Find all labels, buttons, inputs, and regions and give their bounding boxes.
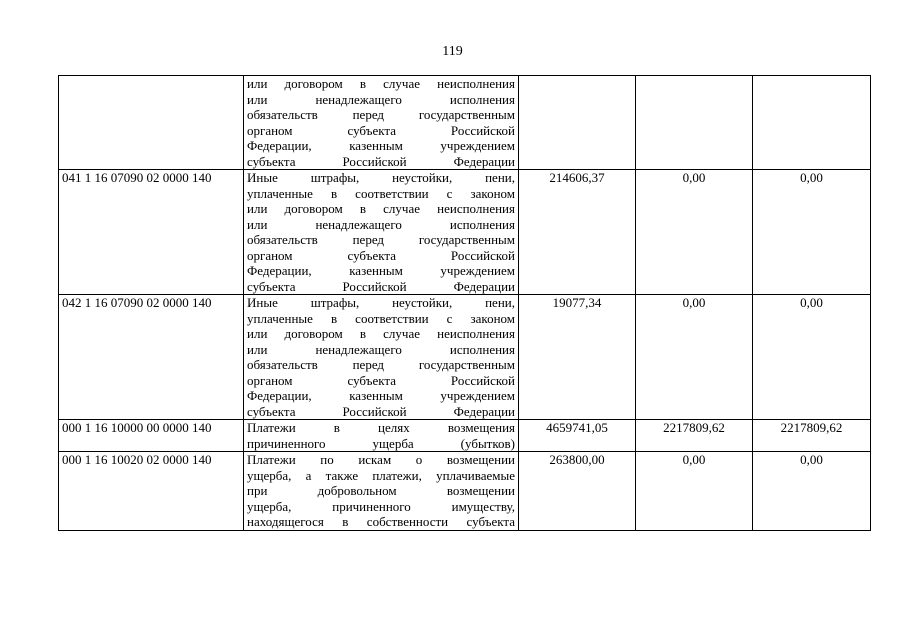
description-line: органом субъекта Российской <box>247 372 515 388</box>
description-line: Иные штрафы, неустойки, пени, <box>247 295 515 310</box>
row-value-3: 0,00 <box>753 295 871 420</box>
description-line: или ненадлежащего исполнения <box>247 341 515 357</box>
row-value-3: 2217809,62 <box>753 420 871 452</box>
row-value-3 <box>753 76 871 170</box>
row-code: 041 1 16 07090 02 0000 140 <box>59 170 244 295</box>
row-value-3: 0,00 <box>753 452 871 531</box>
row-description <box>244 295 519 420</box>
description-line: или договором в случае неисполнения <box>247 76 515 91</box>
description-line: Федерации, казенным учреждением <box>247 263 515 278</box>
description-line: субъекта Российской Федерации <box>247 278 515 294</box>
row-value-1: 19077,34 <box>519 295 636 420</box>
description-line: Иные штрафы, неустойки, пени, <box>247 170 515 185</box>
description-line: Платежи в целях возмещения <box>247 420 515 435</box>
row-description <box>244 76 519 170</box>
description-line: или договором в случае неисполнения <box>247 201 515 216</box>
row-value-2: 0,00 <box>636 295 753 420</box>
row-value-1: 214606,37 <box>519 170 636 295</box>
description-line: обязательств перед государственным <box>247 107 515 122</box>
row-value-2: 2217809,62 <box>636 420 753 452</box>
description-line: находящегося в собственности субъекта <box>247 514 515 529</box>
description-line: уплаченные в соответствии с законом <box>247 185 515 201</box>
description-line: причиненного ущерба (убытков) <box>247 435 515 451</box>
description-line: органом субъекта Российской <box>247 122 515 138</box>
table-row <box>59 420 871 452</box>
row-code: 000 1 16 10020 02 0000 140 <box>59 452 244 531</box>
description-line: ущерба, а также платежи, уплачиваемые <box>247 467 515 483</box>
page-number: 119 <box>442 44 463 59</box>
description-line: субъекта Российской Федерации <box>247 153 515 169</box>
row-value-1: 4659741,05 <box>519 420 636 452</box>
row-code <box>59 76 244 170</box>
revenue-table <box>58 75 871 531</box>
description-line: или ненадлежащего исполнения <box>247 216 515 232</box>
table-row <box>59 295 871 420</box>
row-code: 042 1 16 07090 02 0000 140 <box>59 295 244 420</box>
description-line: обязательств перед государственным <box>247 232 515 247</box>
row-code: 000 1 16 10000 00 0000 140 <box>59 420 244 452</box>
row-value-1: 263800,00 <box>519 452 636 531</box>
row-description <box>244 170 519 295</box>
row-description <box>244 420 519 452</box>
description-line: Федерации, казенным учреждением <box>247 138 515 153</box>
table-row <box>59 452 871 531</box>
description-line: ущерба, причиненного имуществу, <box>247 498 515 514</box>
row-description <box>244 452 519 531</box>
table-row <box>59 170 871 295</box>
row-value-1 <box>519 76 636 170</box>
description-line: или договором в случае неисполнения <box>247 326 515 341</box>
description-line: обязательств перед государственным <box>247 357 515 372</box>
row-value-3: 0,00 <box>753 170 871 295</box>
description-line: субъекта Российской Федерации <box>247 403 515 419</box>
description-line: Платежи по искам о возмещении <box>247 452 515 467</box>
row-value-2: 0,00 <box>636 452 753 531</box>
description-line: органом субъекта Российской <box>247 247 515 263</box>
table-row <box>59 76 871 170</box>
row-value-2 <box>636 76 753 170</box>
description-line: Федерации, казенным учреждением <box>247 388 515 403</box>
description-line: при добровольном возмещении <box>247 483 515 498</box>
description-line: уплаченные в соответствии с законом <box>247 310 515 326</box>
row-value-2: 0,00 <box>636 170 753 295</box>
description-line: или ненадлежащего исполнения <box>247 91 515 107</box>
